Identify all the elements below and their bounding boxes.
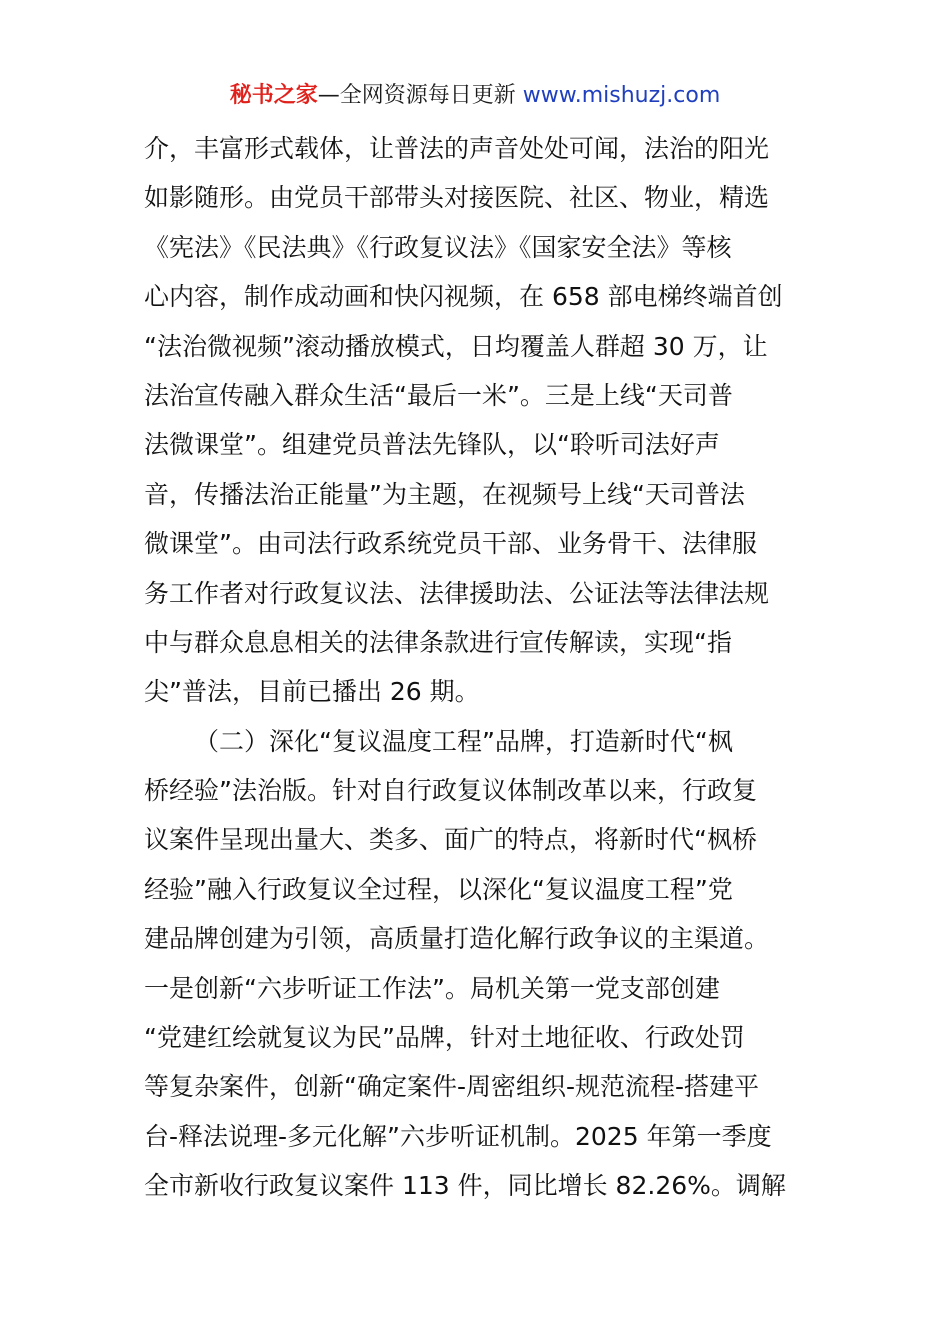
text-line: “法治微视频”滚动播放模式，日均覆盖人群超 30 万，让 [144,331,768,361]
text-line: 全市新收行政复议案件 113 件，同比增长 82.26%。调解 [144,1171,786,1201]
text-line: 台-释法说理-多元化解”六步听证机制。2025 年第一季度 [144,1121,772,1151]
text-line: 微课堂”。由司法行政系统党员干部、业务骨干、法律服 [144,529,757,559]
website-link[interactable]: www.mishuzj.com [522,83,721,108]
document-body [144,124,814,1211]
text-line: 《宪法》《民法典》《行政复议法》《国家安全法》等核 [144,232,732,262]
text-line: 务工作者对行政复议法、法律援助法、公证法等法律法规 [144,578,770,608]
text-line: 心内容，制作成动画和快闪视频，在 658 部电梯终端首创 [144,282,783,312]
section-heading-line: （二）深化“复议温度工程”品牌，打造新时代“枫 [194,726,733,756]
text-line: 法治宣传融入群众生活“最后一米”。三是上线“天司普 [144,380,733,410]
text-line: 桥经验”法治版。针对自行政复议体制改革以来，行政复 [144,776,757,806]
text-line: 等复杂案件，创新“确定案件-周密组织-规范流程-搭建平 [144,1072,760,1102]
text-line: 介，丰富形式载体，让普法的声音处处可闻，法治的阳光 [144,134,770,163]
text-line: 议案件呈现出量大、类多、面广的特点，将新时代“枫桥 [144,825,757,855]
text-line: 经验”融入行政复议全过程，以深化“复议温度工程”党 [144,874,733,904]
header-slogan: —全网资源每日更新 [317,83,523,108]
text-line: 如影随形。由党员干部带头对接医院、社区、物业，精选 [144,183,770,213]
text-line: “党建红绘就复议为民”品牌，针对土地征收、行政处罚 [144,1023,745,1053]
page-header [0,80,950,112]
text-line: 法微课堂”。组建党员普法先锋队，以“聆听司法好声 [144,430,720,460]
text-line: 音，传播法治正能量”为主题，在视频号上线“天司普法 [144,479,745,509]
text-line: 建品牌创建为引领，高质量打造化解行政争议的主渠道。 [144,924,770,954]
text-line: 一是创新“六步听证工作法”。局机关第一党支部创建 [144,973,720,1003]
brand-name: 秘书之家 [229,83,318,108]
text-line: 中与群众息息相关的法律条款进行宣传解读，实现“指 [144,627,732,657]
text-line: 尖”普法，目前已播出 26 期。 [144,677,480,707]
